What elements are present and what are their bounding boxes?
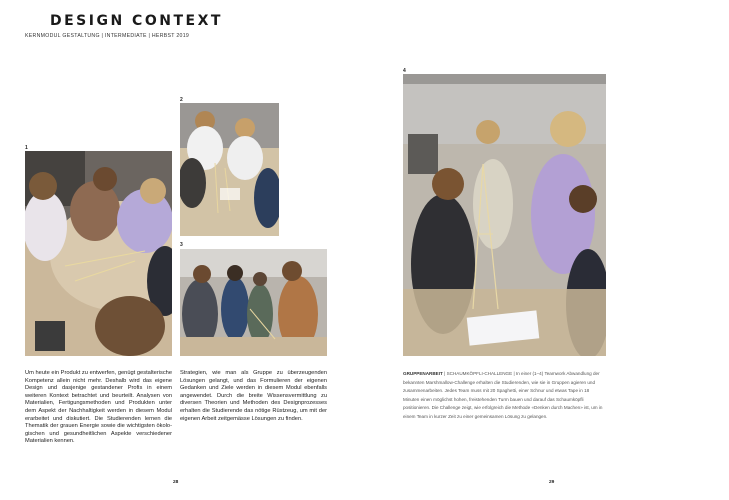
page-number-left: 28: [173, 480, 179, 485]
body-text-column-1: Um heute ein Produkt zu entwerfen, genügt gestalterische Kompetenz allein nicht mehr. Deshalb wird das eigene Design und dasjenige gestandener Profis in einem weiteren Kontext betrachtet und beurteilt. Analysen von Materialien, Fertigungsmethoden und Produkten unter dem Aspekt der Nachhaltigkeit werden in diesem Modul erarbeitet und diskutiert. Die Studierenden lernen die Thematik der grauen Energie sowie die wichtigsten ökologischen und gesundheitlichen Aspekte verschiedener Materialien kennen.: [25, 370, 172, 445]
page-subtitle: KERNMODUL GESTALTUNG | INTERMEDIATE | HERBST 2019: [25, 33, 190, 39]
figure-number-1: 1: [25, 145, 28, 151]
page-title: DESIGN CONTEXT: [50, 13, 223, 29]
caption-lead-sub: | SCHAUMKÖPFLI-CHALLENGE | In einer (1–4) Teamwork: [442, 371, 566, 376]
body-text-column-2: Strategien, wie man als Gruppe zu überzeugenden Lösungen gelangt, und das Formulieren der eigenen Gedanken und Ziele werden in diesem Modul ebenfalls angewendet. Durch die breite Wissensvermittlung zu diversen Theorien und Methoden des Designprozesses erhalten die Studierende das nötige Rüstzeug, um mit der eigenen Arbeit zeitgemässe Lösungen zu finden.: [180, 370, 327, 422]
figure-number-2: 2: [180, 97, 183, 103]
figure-number-3: 3: [180, 242, 183, 248]
photo-group-work-3: [180, 249, 327, 356]
caption-body: Abwandlung der bekannten Marshmallow-Challenge erhalten die Studierenden, wie sie in Gruppen agieren und zusammenarbeiten. Jedes Team muss mit 20 Spaghetti, einer Schnur und etwas Tape in 18 Minuten einen möglichst hohen, freistehenden Turm bauen und darauf das Schaumköpfli positionieren. Die Challenge zeigt, wie erfolgreich die Methode «Denken durch Machen» ist, um in einem Team in kurzer Zeit zu einer gemeinsamen Lösung zu gelangen.: [403, 371, 603, 419]
photo-group-work-1: [25, 151, 172, 356]
photo-group-work-4: [403, 74, 606, 356]
caption-lead: GRUPPENARBEIT: [403, 371, 443, 376]
photo-caption: [403, 370, 606, 422]
figure-number-4: 4: [403, 68, 406, 74]
photo-group-work-2: [180, 103, 279, 236]
page-number-right: 29: [549, 480, 555, 485]
